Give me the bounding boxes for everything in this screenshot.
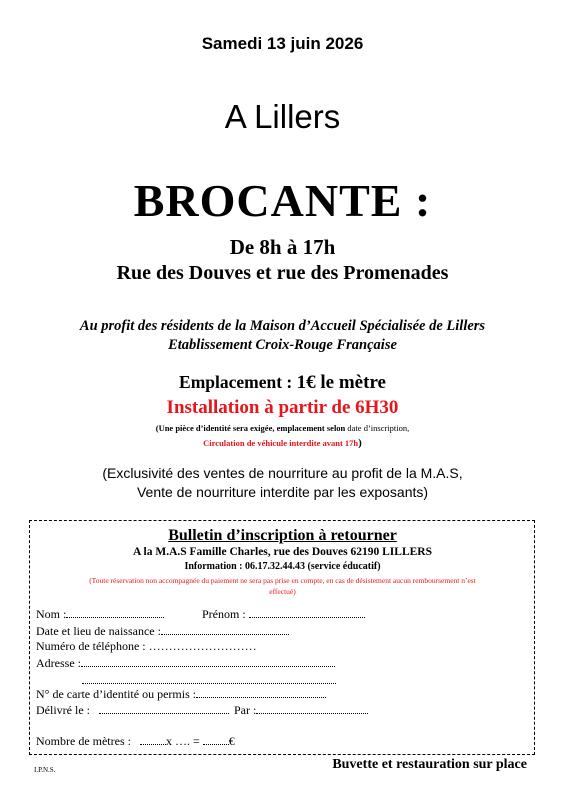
- exclusivity-line-1: (Exclusivité des ventes de nourriture au profit de la M.A.S,: [102, 465, 463, 481]
- metres-label: Nombre de mètres :: [36, 734, 131, 748]
- event-date: Samedi 13 juin 2026: [201, 34, 364, 53]
- par-field[interactable]: [234, 702, 368, 718]
- event-title: BROCANTE :: [133, 175, 432, 226]
- price-value: 1€ le mètre: [296, 372, 386, 393]
- carte-line[interactable]: [196, 686, 326, 698]
- form-warning-2: effectué): [269, 587, 296, 596]
- form-address: A la M.A.S Famille Charles, rue des Douves 62190 LILLERS: [132, 546, 432, 558]
- vehicle-note: [0, 437, 565, 449]
- carte-label: N° de carte d’identité ou permis :: [36, 687, 197, 701]
- adresse-line-1[interactable]: [81, 655, 335, 667]
- adresse-label: Adresse :: [36, 656, 81, 670]
- euro-sign: €: [228, 734, 235, 748]
- id-note-end: date d’inscription,: [347, 423, 410, 433]
- nom-label: Nom :: [36, 607, 67, 621]
- ipns-mention: I.P.N.S.: [34, 766, 56, 774]
- multiply-sign: x: [165, 734, 172, 748]
- nom-field[interactable]: [36, 606, 164, 622]
- price-dots: …. =: [174, 734, 200, 748]
- adresse-line-2[interactable]: [82, 672, 336, 684]
- telephone-field[interactable]: [36, 639, 257, 654]
- event-hours: De 8h à 17h: [229, 235, 336, 259]
- form-title: Bulletin d’inscription à retourner: [168, 527, 397, 544]
- nom-line[interactable]: [66, 606, 164, 618]
- vehicle-note-text: Circulation de véhicule interdite avant 17h: [203, 438, 359, 448]
- vehicle-note-close: ): [358, 437, 362, 449]
- naissance-line[interactable]: [161, 623, 289, 635]
- form-warning-1: (Toute réservation non accompagnée du paiement ne sera pas prise en compte, en cas de désistement aucun remboursement n’est: [89, 576, 476, 585]
- profit-line-1: Au profit des résidents de la Maison d’Accueil Spécialisée de Lillers: [79, 318, 486, 334]
- profit-line-2: Etablissement Croix-Rouge Française: [168, 337, 397, 353]
- naissance-field[interactable]: [36, 623, 289, 639]
- prenom-field[interactable]: [202, 606, 365, 622]
- par-line[interactable]: [256, 702, 368, 714]
- prenom-line[interactable]: [249, 606, 365, 618]
- telephone-label: Numéro de téléphone :: [36, 639, 146, 653]
- id-note-text: (Une pièce d’identité sera exigée, emplacement selon: [155, 423, 348, 433]
- buvette-note: Buvette et restauration sur place: [332, 757, 527, 772]
- form-info: Information : 06.17.32.44.43 (service éducatif): [184, 561, 381, 572]
- delivre-line[interactable]: [99, 702, 229, 714]
- telephone-dots[interactable]: ………………………: [148, 639, 257, 653]
- placement-price: [0, 372, 565, 394]
- delivre-label: Délivré le :: [36, 703, 90, 717]
- par-label: Par :: [234, 703, 257, 717]
- naissance-label: Date et lieu de naissance :: [36, 624, 161, 638]
- adresse-field[interactable]: [36, 655, 335, 671]
- prenom-label: Prénom :: [202, 607, 246, 621]
- id-note: [0, 423, 565, 433]
- event-streets: Rue des Douves et rue des Promenades: [116, 262, 449, 284]
- metres-field[interactable]: [36, 733, 235, 749]
- placement-label: Emplacement :: [179, 372, 297, 392]
- delivre-field[interactable]: [36, 702, 229, 718]
- carte-field[interactable]: [36, 686, 326, 702]
- total-line[interactable]: [203, 733, 229, 745]
- installation-time: Installation à partir de 6H30: [166, 397, 399, 418]
- exclusivity-line-2: Vente de nourriture interdite par les exposants): [136, 484, 429, 500]
- metres-line[interactable]: [140, 733, 166, 745]
- event-city: A Lillers: [224, 98, 341, 135]
